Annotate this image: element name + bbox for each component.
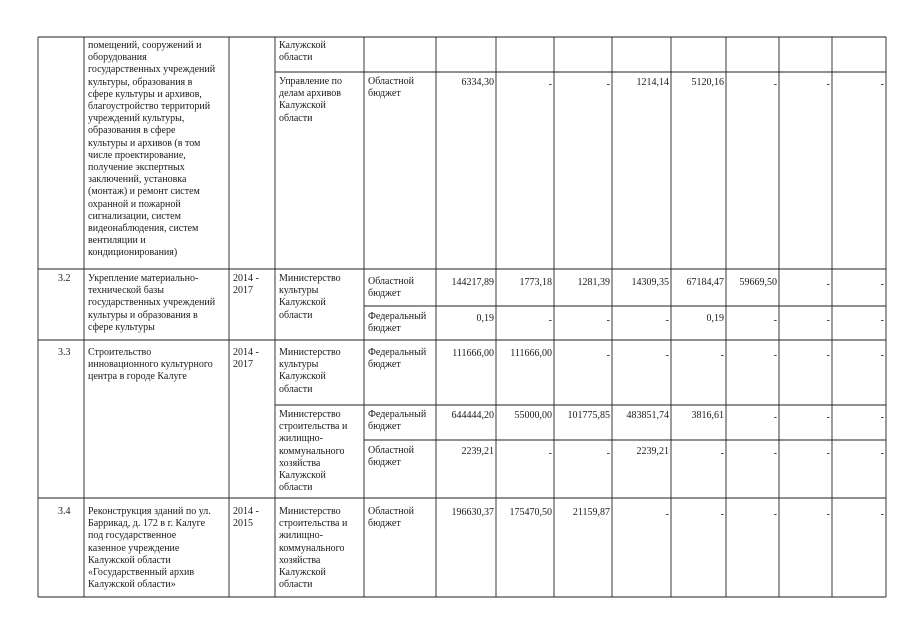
value-cell: 55000,00 [514, 410, 552, 421]
value-cell: 144217,89 [451, 277, 494, 288]
source-3-4: Областной бюджет [368, 506, 415, 530]
empty-value-dash: - [773, 315, 777, 326]
value-cell: 483851,74 [626, 410, 669, 421]
row-number-3-3: 3.3 [58, 347, 71, 358]
empty-value-dash: - [826, 279, 830, 290]
empty-value-dash: - [880, 509, 884, 520]
empty-value-dash: - [880, 350, 884, 361]
value-cell: 2239,21 [461, 446, 494, 457]
value-cell: 0,19 [476, 313, 494, 324]
value-cell: 101775,85 [567, 410, 610, 421]
empty-value-dash: - [606, 448, 610, 459]
empty-value-dash: - [773, 412, 777, 423]
empty-value-dash: - [826, 350, 830, 361]
value-cell: 1214,14 [636, 77, 669, 88]
measure-name-cont: помещений, сооружений и оборудования государственных учреждений культуры, образования в сфере культуры и архивов, благоустройство территорий учреждений культуры, образования в сфере культуры и архивов (в том числе проектирование, получение экспертных заключений, установка (монтаж) и ремонт систем охранной и пожарной сигнализации, систем видеонаблюдения, систем вентиляции и кондиционирования) [88, 40, 216, 259]
value-cell: 0,19 [706, 313, 724, 324]
empty-value-dash: - [826, 79, 830, 90]
empty-value-dash: - [665, 315, 669, 326]
empty-value-dash: - [720, 448, 724, 459]
executor-3-3-construction: Министерство строительства и жилищно- коммунального хозяйства Калужской области [279, 409, 348, 494]
empty-value-dash: - [880, 315, 884, 326]
measure-name-3-4: Реконструкция зданий по ул. Баррикад, д. 172 в г. Калуге под государственное казенное учреждение Калужской области «Государственный архив Калужской области» [88, 506, 211, 591]
empty-value-dash: - [880, 79, 884, 90]
value-cell: 196630,37 [451, 507, 494, 518]
empty-value-dash: - [880, 448, 884, 459]
value-cell: 644444,20 [451, 410, 494, 421]
period-3-3: 2014 - 2017 [233, 347, 259, 371]
source-3-2-regional: Областной бюджет [368, 276, 415, 300]
executor-3-4: Министерство строительства и жилищно- коммунального хозяйства Калужской области [279, 506, 348, 591]
empty-value-dash: - [606, 79, 610, 90]
empty-value-dash: - [773, 79, 777, 90]
empty-value-dash: - [826, 448, 830, 459]
row-number-3-4: 3.4 [58, 506, 71, 517]
period-3-2: 2014 - 2017 [233, 273, 259, 297]
measure-name-3-3: Строительство инновационного культурного центра в городе Калуге [88, 347, 213, 383]
value-cell: 6334,30 [461, 77, 494, 88]
empty-value-dash: - [826, 509, 830, 520]
source-3-3-federal-b: Федеральный бюджет [368, 409, 427, 433]
measure-name-3-2: Укрепление материально- технической базы государственных учреждений культуры и образования в сфере культуры [88, 273, 216, 333]
empty-value-dash: - [773, 448, 777, 459]
executor-archives: Управление по делам архивов Калужской области [279, 76, 343, 124]
value-cell: 1281,39 [577, 277, 610, 288]
value-cell: 67184,47 [686, 277, 724, 288]
empty-value-dash: - [826, 412, 830, 423]
value-cell: 175470,50 [509, 507, 552, 518]
empty-value-dash: - [880, 412, 884, 423]
value-cell: 59669,50 [739, 277, 777, 288]
empty-value-dash: - [665, 350, 669, 361]
source-3-3-regional: Областной бюджет [368, 445, 415, 469]
empty-value-dash: - [720, 350, 724, 361]
empty-value-dash: - [826, 315, 830, 326]
value-cell: 111666,00 [452, 348, 494, 359]
executor-3-2: Министерство культуры Калужской области [279, 273, 341, 321]
empty-value-dash: - [665, 509, 669, 520]
executor-cont-top: Калужской области [279, 40, 326, 64]
row-number-3-2: 3.2 [58, 273, 71, 284]
source-cont: Областной бюджет [368, 76, 415, 100]
value-cell: 14309,35 [631, 277, 669, 288]
value-cell: 1773,18 [519, 277, 552, 288]
period-3-4: 2014 - 2015 [233, 506, 259, 530]
value-cell: 3816,61 [691, 410, 724, 421]
empty-value-dash: - [880, 279, 884, 290]
empty-value-dash: - [548, 315, 552, 326]
value-cell: 5120,16 [691, 77, 724, 88]
executor-3-3-culture: Министерство культуры Калужской области [279, 347, 341, 395]
empty-value-dash: - [606, 350, 610, 361]
empty-value-dash: - [720, 509, 724, 520]
empty-value-dash: - [773, 509, 777, 520]
empty-value-dash: - [773, 350, 777, 361]
value-cell: 111666,00 [510, 348, 552, 359]
empty-value-dash: - [606, 315, 610, 326]
value-cell: 21159,87 [572, 507, 610, 518]
source-3-3-federal-a: Федеральный бюджет [368, 347, 427, 371]
source-3-2-federal: Федеральный бюджет [368, 311, 427, 335]
empty-value-dash: - [548, 448, 552, 459]
value-cell: 2239,21 [636, 446, 669, 457]
empty-value-dash: - [548, 79, 552, 90]
